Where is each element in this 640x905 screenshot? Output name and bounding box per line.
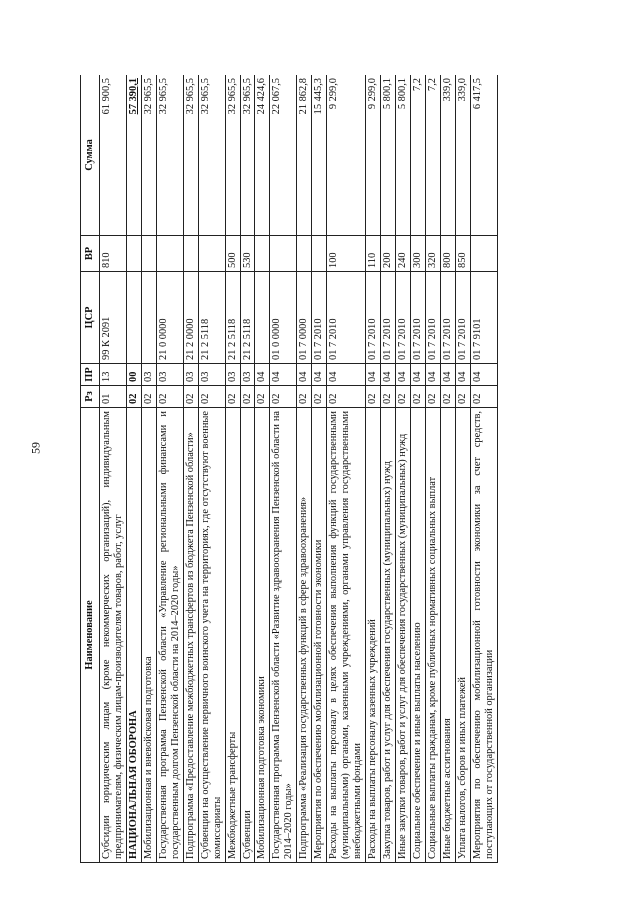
cell-name: Мобилизационная и вневойсковая подготовка [141,408,156,863]
cell-pr: 04 [270,364,297,386]
cell-csr: 21 2 5118 [225,272,240,364]
cell-pr: 04 [470,364,497,386]
cell-name: Субвенции на осуществление первичного воинского учета на территориях, где отсутствуют военные комиссариаты [198,408,225,863]
cell-csr [126,272,141,364]
header-rz: Рз [81,386,100,408]
cell-sum: 21 862,8 [297,75,312,236]
cell-vr [470,236,497,272]
cell-pr: 04 [297,364,312,386]
cell-vr: 320 [425,236,440,272]
header-csr: ЦСР [81,272,100,364]
cell-vr: 810 [100,236,127,272]
cell-csr: 01 7 2010 [312,272,327,364]
table-row [425,75,440,863]
cell-rz: 01 [100,386,127,408]
cell-sum: 32 965,5 [240,75,255,236]
cell-name: Социальные выплаты гражданам, кроме публичных нормативных социальных выплат [425,408,440,863]
cell-csr: 01 0 0000 [270,272,297,364]
cell-vr [156,236,183,272]
table-row [327,75,366,863]
cell-pr: 00 [126,364,141,386]
table-row [126,75,141,863]
cell-csr: 01 7 2010 [410,272,425,364]
cell-vr: 200 [381,236,396,272]
cell-csr: 21 2 5118 [240,272,255,364]
header-row [81,75,100,863]
cell-sum: 32 965,5 [225,75,240,236]
cell-sum: 15 445,3 [312,75,327,236]
cell-sum: 32 965,5 [198,75,225,236]
cell-name: Закупка товаров, работ и услуг для обеспечения государственных (муниципальных) нужд [381,408,396,863]
cell-sum: 5 800,1 [396,75,411,236]
budget-table [80,75,498,863]
cell-vr [126,236,141,272]
table-row [100,75,127,863]
cell-rz: 02 [297,386,312,408]
table-row [440,75,455,863]
cell-vr [270,236,297,272]
cell-name: Подпрограмма «Реализация государственных функций в сфере здравоохранения» [297,408,312,863]
cell-sum: 339,0 [440,75,455,236]
cell-name: Межбюджетные трансферты [225,408,240,863]
table-body [100,75,498,863]
cell-name: Субвенции [240,408,255,863]
cell-csr [141,272,156,364]
cell-rz: 02 [396,386,411,408]
table-row [410,75,425,863]
cell-vr: 240 [396,236,411,272]
cell-pr: 03 [225,364,240,386]
cell-rz: 02 [156,386,183,408]
header-name: Наименование [81,408,100,863]
cell-csr: 01 7 2010 [396,272,411,364]
cell-rz: 02 [183,386,198,408]
rotated-content [80,75,550,863]
cell-name: Иные закупки товаров, работ и услуг для обеспечения государственных (муниципальных) нужд [396,408,411,863]
cell-pr: 04 [396,364,411,386]
table-row [240,75,255,863]
cell-vr: 300 [410,236,425,272]
cell-sum: 32 965,5 [156,75,183,236]
header-vr: ВР [81,236,100,272]
cell-vr [255,236,270,272]
cell-sum: 32 965,5 [141,75,156,236]
cell-rz: 02 [366,386,381,408]
cell-pr: 03 [240,364,255,386]
cell-sum: 61 900,5 [100,75,127,236]
cell-pr: 04 [425,364,440,386]
cell-vr [198,236,225,272]
cell-vr: 110 [366,236,381,272]
cell-sum: 5 800,1 [381,75,396,236]
cell-sum: 57 390,1 [126,75,141,236]
cell-vr [297,236,312,272]
cell-name: Государственная программа Пензенской области «Управление региональными финансами и государственным долгом Пензенской области на 2014–2020 годы» [156,408,183,863]
cell-vr: 530 [240,236,255,272]
cell-rz: 02 [270,386,297,408]
cell-csr: 21 0 0000 [156,272,183,364]
cell-rz: 02 [255,386,270,408]
cell-name: Государственная программа Пензенской области «Развитие здравоохранения Пензенской области на 2014–2020 годы» [270,408,297,863]
cell-pr: 04 [455,364,470,386]
cell-name: Расходы на выплаты персоналу в целях обеспечения выполнения функций государственными (муниципальными) органами, казенными учреждениями, органами управления государственными внебюджетными фондами [327,408,366,863]
cell-sum: 7,2 [425,75,440,236]
table-row [396,75,411,863]
cell-csr [255,272,270,364]
table-row [141,75,156,863]
cell-name: Мобилизационная подготовка экономики [255,408,270,863]
cell-pr: 03 [156,364,183,386]
cell-name: Мероприятия по обеспечению мобилизационной готовности экономики за счет средств, поступающих от государственной организации [470,408,497,863]
table-row [183,75,198,863]
header-sum: Сумма [81,75,100,236]
cell-vr [183,236,198,272]
cell-rz: 02 [198,386,225,408]
cell-name: Социальное обеспечение и иные выплаты населению [410,408,425,863]
cell-sum: 6 417,5 [470,75,497,236]
cell-csr: 99 К 2091 [100,272,127,364]
cell-pr: 03 [141,364,156,386]
cell-sum: 7,2 [410,75,425,236]
cell-name: Мероприятия по обеспечению мобилизационной готовности экономики [312,408,327,863]
cell-csr: 01 7 2010 [366,272,381,364]
cell-pr: 03 [183,364,198,386]
cell-csr: 21 2 0000 [183,272,198,364]
table-row [312,75,327,863]
cell-vr: 100 [327,236,366,272]
cell-rz: 02 [141,386,156,408]
cell-rz: 02 [225,386,240,408]
cell-pr: 04 [327,364,366,386]
table-row [381,75,396,863]
cell-pr: 04 [410,364,425,386]
cell-pr: 04 [255,364,270,386]
cell-csr: 01 7 2010 [455,272,470,364]
cell-csr: 01 7 2010 [440,272,455,364]
cell-csr: 01 7 0000 [297,272,312,364]
table-row [455,75,470,863]
cell-pr: 04 [366,364,381,386]
cell-pr: 04 [312,364,327,386]
cell-rz: 02 [440,386,455,408]
cell-name: Подпрограмма «Предоставление межбюджетных трансфертов из бюджета Пензенской области» [183,408,198,863]
cell-rz: 02 [240,386,255,408]
cell-rz: 02 [410,386,425,408]
table-row [366,75,381,863]
cell-csr: 01 7 2010 [381,272,396,364]
cell-rz: 02 [312,386,327,408]
table-row [297,75,312,863]
cell-rz: 02 [327,386,366,408]
cell-name: Субсидии юридическим лицам (кроме некоммерческих организаций), индивидуальным предпринимателям, физическим лицам-производителям товаров, работ, услуг [100,408,127,863]
table-row [156,75,183,863]
cell-csr: 01 7 9101 [470,272,497,364]
cell-rz: 02 [455,386,470,408]
cell-rz: 02 [381,386,396,408]
cell-pr: 04 [381,364,396,386]
cell-rz: 02 [126,386,141,408]
table-row [198,75,225,863]
cell-csr: 21 2 5118 [198,272,225,364]
cell-csr: 01 7 2010 [327,272,366,364]
cell-vr: 850 [455,236,470,272]
header-pr: ПР [81,364,100,386]
cell-pr: 04 [440,364,455,386]
cell-pr: 13 [100,364,127,386]
page-number: 59 [28,442,43,454]
cell-csr: 01 7 2010 [425,272,440,364]
cell-name: Расходы на выплаты персоналу казенных учреждений [366,408,381,863]
cell-vr [312,236,327,272]
cell-name: Иные бюджетные ассигнования [440,408,455,863]
cell-name: Уплата налогов, сборов и иных платежей [455,408,470,863]
cell-vr: 800 [440,236,455,272]
cell-name: НАЦИОНАЛЬНАЯ ОБОРОНА [126,408,141,863]
table-row [255,75,270,863]
cell-sum: 339,0 [455,75,470,236]
cell-pr: 03 [198,364,225,386]
cell-rz: 02 [425,386,440,408]
table-row [225,75,240,863]
cell-sum: 9 299,0 [327,75,366,236]
cell-vr [141,236,156,272]
table-header [81,75,100,863]
cell-sum: 9 299,0 [366,75,381,236]
cell-vr: 500 [225,236,240,272]
table-row [270,75,297,863]
cell-rz: 02 [470,386,497,408]
cell-sum: 22 067,5 [270,75,297,236]
cell-sum: 24 424,6 [255,75,270,236]
rotated-table-area [80,75,550,863]
table-row [470,75,497,863]
cell-sum: 32 965,5 [183,75,198,236]
